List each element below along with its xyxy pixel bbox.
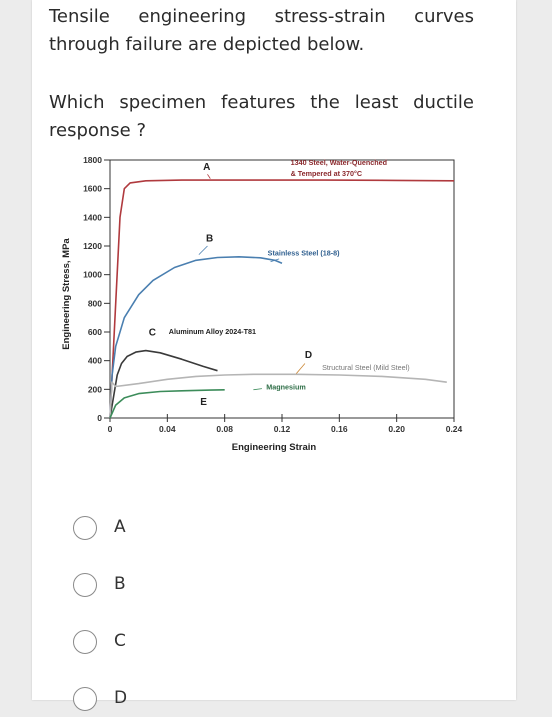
annotation-leader: [296, 364, 305, 374]
y-tick-label: 600: [87, 327, 102, 337]
x-tick-label: 0: [107, 424, 113, 434]
option-c-label: C: [114, 631, 126, 651]
series-line-e: [110, 390, 225, 418]
curve-letter-label: E: [200, 397, 207, 409]
y-tick-label: 1400: [83, 212, 102, 223]
curve-letter-label: A: [203, 162, 211, 174]
y-tick-label: 400: [87, 355, 102, 366]
radio-a[interactable]: [73, 516, 97, 540]
annotation-leader: [199, 246, 208, 255]
y-tick-label: 0: [97, 413, 102, 423]
y-tick-label: 1200: [83, 241, 102, 251]
y-tick-label: 200: [87, 384, 102, 395]
annotation-leader: [253, 389, 262, 390]
y-tick-label: 1000: [83, 269, 102, 280]
x-tick-label: 0.24: [445, 424, 463, 434]
annotation-leader: [207, 174, 210, 178]
plot-frame: [110, 160, 454, 418]
curve-name-label: & Tempered at 370°C: [290, 168, 363, 178]
y-axis-label: Engineering Stress, MPa: [61, 238, 72, 350]
option-b-label: B: [114, 574, 126, 594]
x-tick-label: 0.08: [216, 424, 233, 434]
radio-c[interactable]: [73, 630, 97, 654]
curve-name-label: Aluminum Alloy 2024-T81: [168, 327, 256, 337]
curve-letter-label: D: [304, 349, 313, 361]
option-a-label: A: [114, 517, 126, 537]
x-tick-label: 0.20: [388, 424, 405, 434]
curve-name-label: 1340 Steel, Water-Quenched: [290, 158, 388, 168]
y-tick-label: 1600: [83, 183, 102, 194]
curve-letter-label: B: [206, 233, 214, 245]
question-intro: Tensile engineering stress-strain curves through failure are depicted below.: [49, 6, 474, 55]
y-tick-label: 1800: [83, 155, 102, 165]
curve-name-label: Magnesium: [266, 382, 306, 392]
curve-letter-label: C: [148, 327, 156, 339]
series-line-d: [110, 374, 447, 418]
x-tick-label: 0.16: [331, 424, 348, 434]
x-tick-label: 0.04: [159, 424, 176, 434]
radio-d[interactable]: [73, 687, 97, 711]
option-d-label: D: [114, 688, 128, 708]
x-axis-label: Engineering Strain: [231, 442, 317, 453]
y-tick-label: 800: [87, 298, 102, 309]
curve-name-label: Stainless Steel (18-8): [267, 248, 340, 258]
x-tick-label: 0.12: [273, 424, 291, 434]
stress-strain-chart: [56, 152, 476, 462]
curve-name-label: Structural Steel (Mild Steel): [322, 362, 410, 372]
radio-b[interactable]: [73, 573, 97, 597]
question-prompt: Which specimen features the least ductile response ?: [49, 92, 474, 141]
